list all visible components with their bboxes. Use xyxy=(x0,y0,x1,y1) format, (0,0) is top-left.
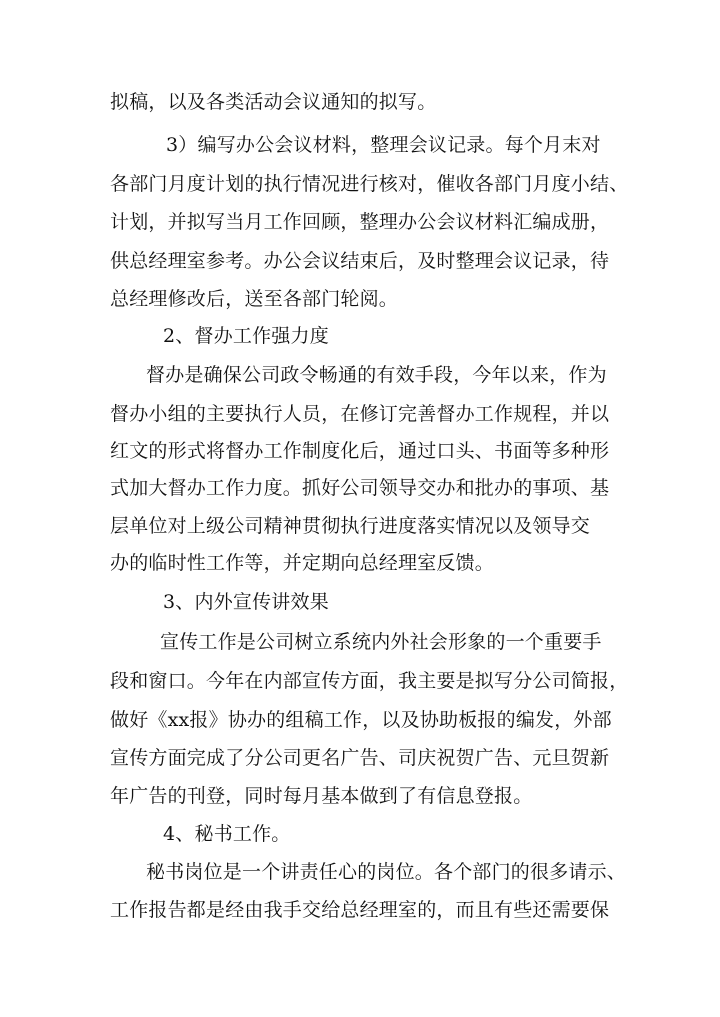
text-line: 做好《xx报》协办的组稿工作，以及协助板报的编发，外部 xyxy=(110,709,612,731)
text-line: 各部门月度计划的执行情况进行核对，催收各部门月度小结、 xyxy=(110,173,629,195)
text-line: 层单位对上级公司精神贯彻执行进度落实情况以及领导交 xyxy=(110,515,591,537)
text-line: 总经理修改后，送至各部门轮阅。 xyxy=(110,288,399,310)
text-line: 段和窗口。今年在内部宣传方面，我主要是拟写分公司简报， xyxy=(110,670,629,692)
text-line: 3）编写办公会议材料，整理会议记录。每个月末对 xyxy=(166,134,601,156)
text-line: 拟稿，以及各类活动会议通知的拟写。 xyxy=(110,91,437,113)
text-line: 秘书岗位是一个讲责任心的岗位。各个部门的很多请示、 xyxy=(146,861,627,883)
section-heading: 4、秘书工作。 xyxy=(163,823,291,845)
text-line: 督办是确保公司政令畅通的有效手段，今年以来，作为 xyxy=(146,364,607,386)
text-line: 式加大督办工作力度。抓好公司领导交办和批办的事项、基 xyxy=(110,477,610,499)
text-line: 宣传方面完成了分公司更名广告、司庆祝贺广告、元旦贺新 xyxy=(110,747,610,769)
text-line: 年广告的刊登，同时每月基本做到了有信息登报。 xyxy=(110,785,533,807)
text-line: 督办小组的主要执行人员，在修订完善督办工作规程，并以 xyxy=(110,403,610,425)
text-line: 供总经理室参考。办公会议结束后，及时整理会议记录，待 xyxy=(110,250,610,272)
text-line: 工作报告都是经由我手交给总经理室的，而且有些还需要保 xyxy=(110,899,610,921)
section-heading: 3、内外宣传讲效果 xyxy=(163,591,329,613)
section-heading: 2、督办工作强力度 xyxy=(163,325,329,347)
text-line: 计划，并拟写当月工作回顾，整理办公会议材料汇编成册， xyxy=(110,211,610,233)
text-line: 宣传工作是公司树立系统内外社会形象的一个重要手 xyxy=(160,631,602,653)
text-line: 办的临时性工作等，并定期向总经理室反馈。 xyxy=(110,552,495,574)
text-line: 红文的形式将督办工作制度化后，通过口头、书面等多种形 xyxy=(110,440,610,462)
